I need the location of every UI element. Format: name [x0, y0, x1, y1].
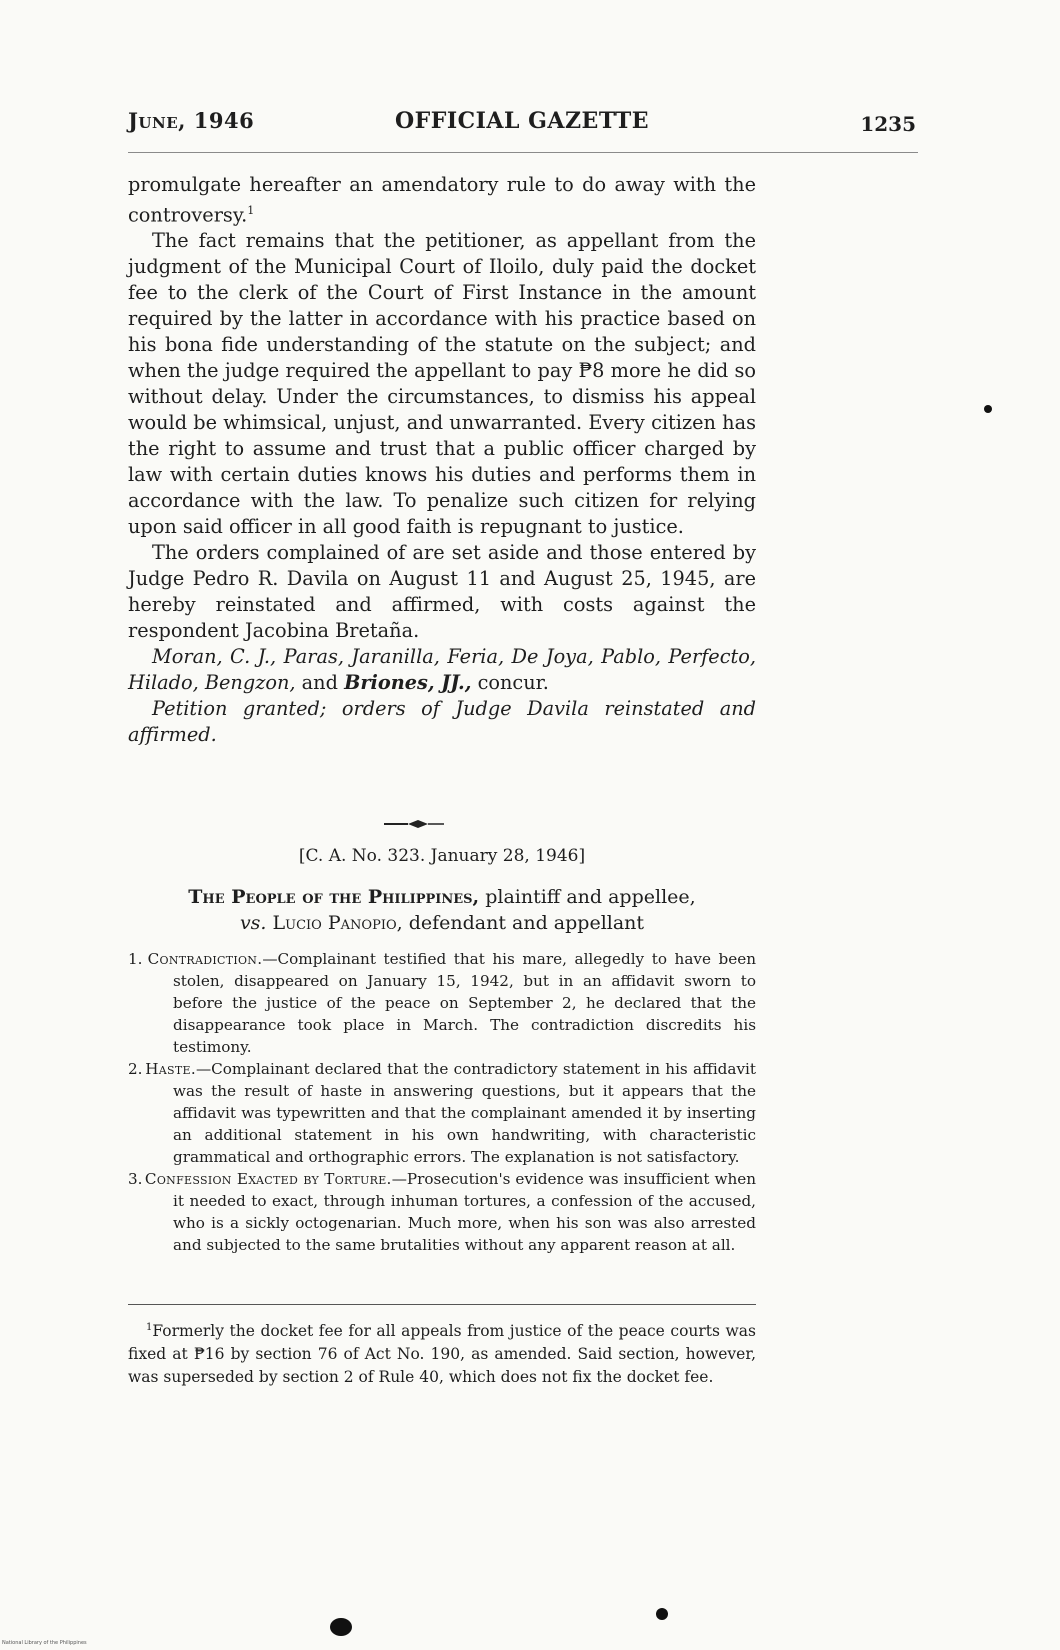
defendant-role: defendant and appellant — [408, 912, 645, 934]
disposition: Petition granted; orders of Judge Davila reinstated and affirmed. — [128, 697, 756, 747]
scan-blot — [656, 1608, 668, 1620]
concurring-justices: Moran, C. J., Paras, Jaranilla, Feria, De Joya, Pablo, Perfecto, Hilado, Bengzon, and Briones, JJ., concur. — [128, 645, 756, 695]
header-date: June, 1946 — [128, 108, 255, 133]
case-heading: [C. A. No. 323. January 28, 1946] — [298, 846, 586, 866]
syllabus-item: 1. Contradiction.—Complainant testified that his mare, allegedly to have been stolen, disappeared on January 15, 1942, but in an affidavit sworn to before the justice of the peace on September 2, he declared that the disappearance took place in March. The contradiction discredits his testimony. — [128, 950, 757, 1056]
footnote — [128, 1316, 756, 1389]
footnote-text: Formerly the docket fee for all appeals from justice of the peace courts was fixed at ₱16 by section 76 of Act No. 190, as amended. Said section, however, was superseded by section 2 of Rule 40, which does not fix the docket fee. — [128, 1322, 756, 1387]
last-justice: Briones, JJ., — [344, 671, 472, 695]
plaintiff-role: plaintiff and appellee, — [485, 886, 696, 908]
header-title: OFFICIAL GAZETTE — [394, 108, 650, 134]
paragraph-1: promulgate hereafter an amendatory rule to do away with the controversy.$^1$ — [128, 173, 756, 227]
footnote-marker: 1 — [146, 1322, 153, 1333]
footnote-rule — [128, 1304, 756, 1305]
scan-speck — [984, 405, 992, 413]
page-number: 1235 — [860, 112, 916, 136]
scan-label: National Library of the Philippines — [2, 1640, 87, 1646]
syllabus-item: 2. Haste.—Complainant declared that the contradictory statement in his affidavit was the result of haste in answering questions, but it appears that the affidavit was typewritten and that the complainant amended it by inserting an additional statement in his own handwriting, with characteristic grammatical and orthographic errors. The explanation is not satisfactory. — [128, 1060, 757, 1166]
paragraph-2: The fact remains that the petitioner, as appellant from the judgment of the Municipal Court of Iloilo, duly paid the docket fee to the clerk of the Court of First Instance in the amount required by the latter in accordance with his practice based on his bona fide understanding of the statute on the subject; and when the judge required the appellant to pay ₱8 more he did so without delay. Under the circumstances, to dismiss his appeal would be whimsical, unjust, and unwarranted. Every citizen has the right to assume and trust that a public officer charged by law with certain duties knows his duties and performs them in accordance with the law. To penalize such citizen for relying upon said officer in all good faith is repugnant to justice. — [128, 229, 756, 539]
syllabus-item: 3. Confession Exacted by Torture.—Prosecution's evidence was insufficient when it needed to exact, through inhuman tortures, a confession of the accused, who is a sickly octogenarian. Much more, when his son was also arrested and subjected to the same brutalities without any apparent reason at all. — [128, 1170, 757, 1254]
defendant-name: Lucio Panopio, — [272, 912, 403, 934]
footnote-ref: 1 — [247, 204, 255, 217]
opinion-body — [128, 172, 756, 748]
case-parties — [128, 884, 756, 936]
section-ornament — [384, 818, 444, 830]
syllabus — [128, 948, 756, 1256]
party-line-1 — [128, 884, 756, 910]
header-rule — [128, 152, 918, 153]
justice-names: Moran, C. J., Paras, Jaranilla, Feria, De Joya, Pablo, Perfecto, Hilado, Bengzon, — [128, 645, 756, 695]
paragraph-3: The orders complained of are set aside and those entered by Judge Pedro R. Davila on August 11 and August 25, 1945, are hereby reinstated and affirmed, with costs against the respondent Jacobina Bretaña. — [128, 541, 756, 643]
page-header — [128, 108, 916, 144]
scan-blot — [330, 1618, 352, 1636]
party-line-2 — [128, 910, 756, 936]
versus: vs. — [239, 912, 267, 934]
plaintiff-name: The People of the Philippines, — [188, 886, 480, 908]
